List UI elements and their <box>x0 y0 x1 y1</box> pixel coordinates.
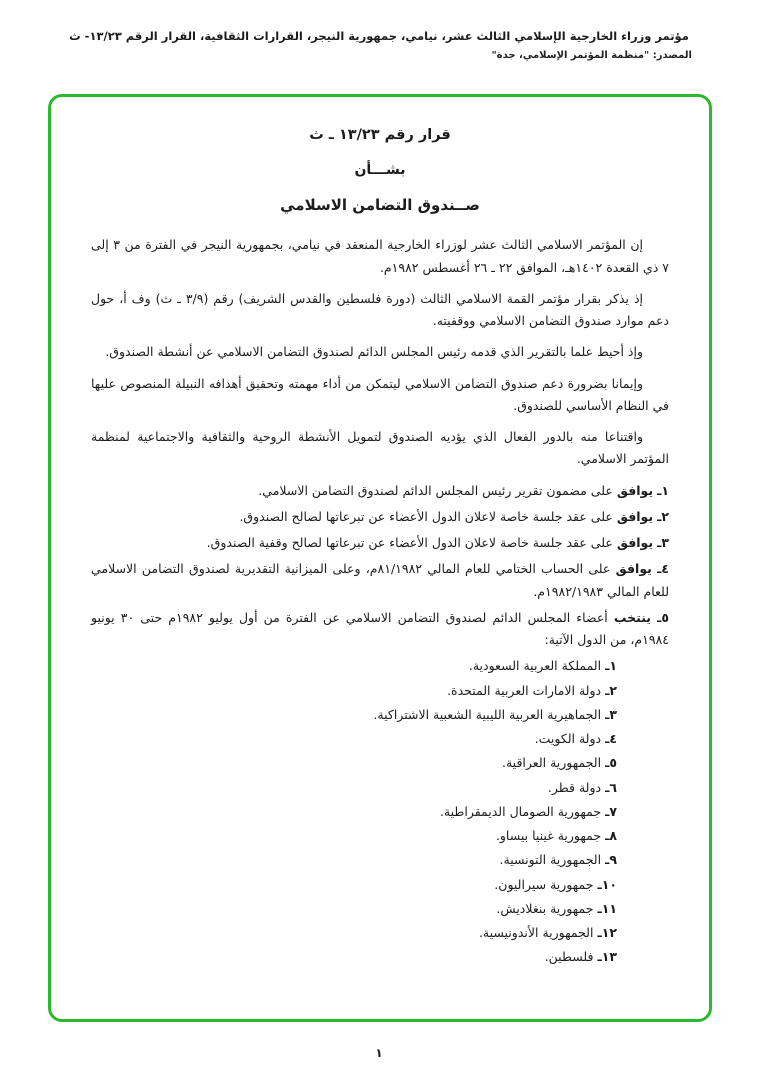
country-item <box>91 752 617 774</box>
resolution-number-title: قرار رقم ١٣/٢٣ ـ ث <box>309 127 451 143</box>
country-name: جمهورية بنغلاديش. <box>496 900 594 916</box>
item-lead-word: ينتخب <box>613 609 651 625</box>
country-item <box>91 801 617 823</box>
country-item <box>91 680 617 702</box>
preamble-paragraph: وإيمانا بضرورة دعم صندوق التضامن الاسلامي ليتمكن من أداء مهمته وتحقيق أهدافه النبيلة المنصوص عليها في النظام الأساسي للصندوق. <box>91 375 669 413</box>
preamble-paragraph: وإذ أحيط علما بالتقرير الذي قدمه رئيس المجلس الدائم لصندوق التضامن الاسلامي عن أنشطة الصندوق. <box>105 344 643 360</box>
country-name: المملكة العربية السعودية. <box>468 658 602 674</box>
country-number: ٢ـ <box>605 682 617 698</box>
preamble-paragraph: واقتناعا منه بالدور الفعال الذي يؤديه الصندوق لتمويل الأنشطة الروحية والثقافية والاجتماعية لمنظمة المؤتمر الاسلامي. <box>91 429 669 467</box>
country-number: ٩ـ <box>605 852 617 868</box>
header-citation-line: مؤتمر وزراء الخارجية الإسلامي الثالث عشر، نيامي، جمهورية النيجر، القرارات الثقافية، القرار الرقم ١٣/٢٣- ث <box>69 29 689 43</box>
country-item <box>91 777 617 799</box>
country-number: ١٠ـ <box>597 876 617 892</box>
country-item <box>91 849 617 871</box>
country-number: ٨ـ <box>605 828 617 844</box>
country-name: فلسطين. <box>544 949 594 965</box>
resolution-items-list <box>91 480 669 652</box>
country-item <box>91 898 617 920</box>
country-number: ١ـ <box>605 658 617 674</box>
resolution-fund-title: صــندوق التضامن الاسلامي <box>280 195 480 214</box>
country-item <box>91 946 617 968</box>
item-lead-word: يوافق <box>616 535 654 551</box>
item-number: ٣ـ <box>657 535 669 551</box>
resolution-item <box>91 607 669 652</box>
preamble-paragraph: إذ يذكر بقرار مؤتمر القمة الاسلامي الثالث (دورة فلسطين والقدس الشريف) رقم (٣/٩ ـ ث) وف أ، حول دعم موارد صندوق التضامن الاسلامي ووقفيته. <box>91 290 669 329</box>
country-number: ١٣ـ <box>597 949 617 965</box>
country-number: ٧ـ <box>605 803 617 819</box>
country-item <box>91 728 617 750</box>
document-frame <box>48 94 712 1022</box>
country-name: جمهورية الصومال الديمقراطية. <box>439 803 602 819</box>
resolution-item <box>91 532 669 554</box>
resolution-body <box>91 123 669 969</box>
item-number: ٢ـ <box>657 508 669 524</box>
resolution-title-block <box>91 123 669 218</box>
resolution-item <box>91 558 669 603</box>
country-item <box>91 825 617 847</box>
country-name: الجمهورية العراقية. <box>502 755 602 771</box>
page-number: ١ <box>375 1046 383 1060</box>
country-number: ١٢ـ <box>597 925 617 941</box>
country-number: ٥ـ <box>605 755 617 771</box>
document-header <box>0 0 758 61</box>
resolution-item <box>91 480 669 502</box>
country-item <box>91 704 617 726</box>
country-name: جمهورية سيراليون. <box>494 876 594 892</box>
country-name: دولة الكويت. <box>534 731 602 747</box>
item-text: على الحساب الختامي للعام المالي ٨١/١٩٨٢م، وعلى الميزانية التقديرية لصندوق التضامن الاسلامي للعام المالي ١٩٨٢/١٩٨٣م. <box>91 561 669 599</box>
resolution-subject-word: بشـــأن <box>354 161 406 178</box>
country-name: دولة قطر. <box>547 779 602 795</box>
preamble-paragraph: إن المؤتمر الاسلامي الثالث عشر لوزراء الخارجية المنعقد في نيامي، بجمهورية النيجر في الفترة من ٣ إلى ٧ ذي القعدة ١٤٠٢هـ، الموافق ٢٢ ـ ٢٦ أغسطس ١٩٨٢م. <box>91 237 669 275</box>
country-name: الجمهورية الأندونيسية. <box>478 925 594 941</box>
country-item <box>91 922 617 944</box>
country-number: ١١ـ <box>597 900 617 916</box>
item-text: على عقد جلسة خاصة لاعلان الدول الأعضاء عن تبرعاتها لصالح الصندوق. <box>239 508 613 524</box>
country-name: دولة الامارات العربية المتحدة. <box>447 682 602 698</box>
country-number: ٤ـ <box>605 731 617 747</box>
item-lead-word: يوافق <box>615 561 652 577</box>
country-number: ٣ـ <box>605 706 617 722</box>
item-text: أعضاء المجلس الدائم لصندوق التضامن الاسلامي عن الفترة من أول يوليو ١٩٨٢م حتى ٣٠ يونيو ١٩٨٤م، من الدول الآتية: <box>91 609 669 648</box>
member-states-list <box>91 655 669 968</box>
item-lead-word: يوافق <box>616 482 654 498</box>
header-source-line: المصدر: "منظمة المؤتمر الإسلامي، جدة" <box>491 50 692 62</box>
item-number: ١ـ <box>657 482 669 498</box>
resolution-item <box>91 506 669 528</box>
country-name: الجماهيرية العربية الليبية الشعبية الاشتراكية. <box>373 706 602 722</box>
item-text: على عقد جلسة خاصة لاعلان الدول الأعضاء عن تبرعاتها لصالح وقفية الصندوق. <box>206 535 613 551</box>
item-number: ٤ـ <box>657 561 670 577</box>
country-item <box>91 874 617 896</box>
country-item <box>91 655 617 677</box>
country-name: الجمهورية التونسية. <box>499 852 602 868</box>
country-number: ٦ـ <box>605 779 617 795</box>
item-text: على مضمون تقرير رئيس المجلس الدائم لصندوق التضامن الاسلامي. <box>258 482 613 498</box>
item-number: ٥ـ <box>657 609 669 625</box>
item-lead-word: يوافق <box>616 508 654 524</box>
country-name: جمهورية غينيا بيساو. <box>495 828 602 844</box>
